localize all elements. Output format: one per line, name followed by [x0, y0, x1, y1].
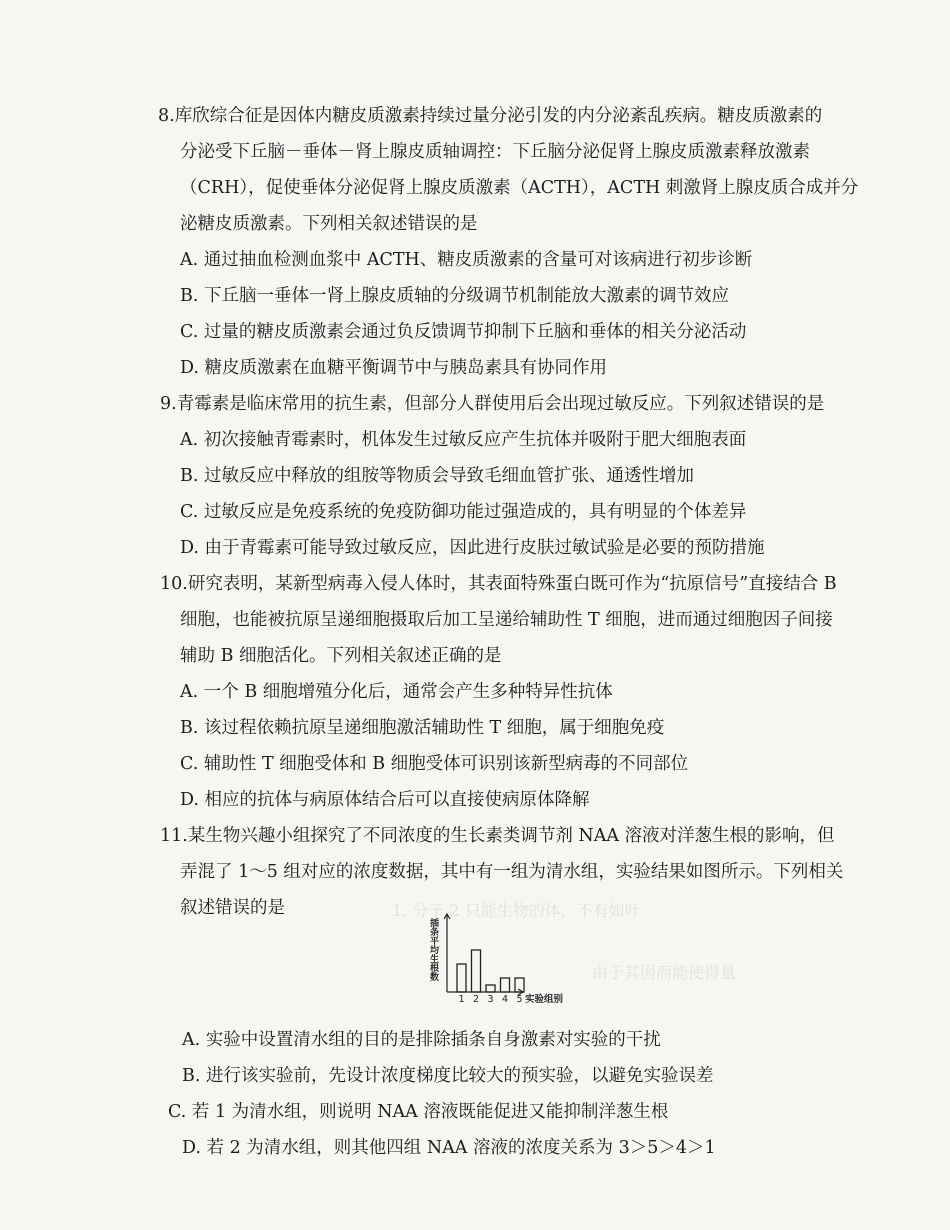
tick-label-3: 3	[487, 994, 494, 1005]
tick-label-2: 2	[472, 994, 480, 1005]
q8-option-d: D. 糖皮质激素在血糖平衡调节中与胰岛素具有协同作用	[180, 358, 608, 378]
q8-stem-line-4: 泌糖皮质激素。下列相关叙述错误的是	[180, 214, 478, 234]
bar-2	[472, 950, 481, 992]
rooting-bar-chart	[425, 908, 585, 1008]
q10-option-b: B. 该过程依赖抗原呈递细胞激活辅助性 T 细胞，属于细胞免疫	[180, 718, 665, 738]
q11-option-c: C. 若 1 为清水组，则说明 NAA 溶液既能促进又能抑制洋葱生根	[168, 1102, 669, 1122]
q8-stem-line-1: 8.库欣综合征是因体内糖皮质激素持续过量分泌引发的内分泌紊乱疾病。糖皮质激素的	[158, 106, 823, 126]
q10-stem-line-3: 辅助 B 细胞活化。下列相关叙述正确的是	[180, 646, 502, 666]
x-axis-label: 实验组别	[525, 994, 564, 1005]
q11-stem-line-3: 叙述错误的是	[180, 898, 285, 918]
tick-label-1: 1	[458, 994, 465, 1005]
q8-stem-line-2: 分泌受下丘脑－垂体－肾上腺皮质轴调控：下丘脑分泌促肾上腺皮质激素释放激素	[180, 142, 810, 162]
q8-option-b: B. 下丘脑一垂体一肾上腺皮质轴的分级调节机制能放大激素的调节效应	[180, 286, 729, 306]
q8-stem-line-3: （CRH），促使垂体分泌促肾上腺皮质激素（ACTH），ACTH 刺激肾上腺皮质合成并分	[180, 178, 859, 198]
bar-1	[457, 964, 466, 992]
q11-stem-line-2: 弄混了 1～5 组对应的浓度数据，其中有一组为清水组，实验结果如图所示。下列相关	[180, 862, 844, 882]
bar-4	[501, 978, 510, 992]
q8-option-a: A. 通过抽血检测血浆中 ACTH、糖皮质激素的含量可对该病进行初步诊断	[180, 250, 753, 270]
y-axis-label: 插条平均生根数	[428, 918, 438, 981]
bar-3	[486, 985, 495, 992]
q10-option-d: D. 相应的抗体与病原体结合后可以直接使病原体降解	[180, 790, 590, 810]
q9-option-d: D. 由于青霉素可能导致过敏反应，因此进行皮肤过敏试验是必要的预防措施	[180, 538, 765, 558]
q10-stem-line-2: 细胞，也能被抗原呈递细胞摄取后加工呈递给辅助性 T 细胞，进而通过细胞因子间接	[180, 610, 833, 630]
tick-label-4: 4	[501, 994, 509, 1005]
bleed-through-text: 由于其因而能使得量	[592, 963, 737, 982]
chart-svg	[425, 908, 585, 1008]
q9-option-a: A. 初次接触青霉素时，机体发生过敏反应产生抗体并吸附于肥大细胞表面	[180, 430, 747, 450]
q11-stem-line-1: 11.某生物兴趣小组探究了不同浓度的生长素类调节剂 NAA 溶液对洋葱生根的影响，但	[160, 826, 835, 846]
q8-option-c: C. 过量的糖皮质激素会通过负反馈调节抑制下丘脑和垂体的相关分泌活动	[180, 322, 747, 342]
q10-option-c: C. 辅助性 T 细胞受体和 B 细胞受体可识别该新型病毒的不同部位	[180, 754, 689, 774]
q9-option-c: C. 过敏反应是免疫系统的免疫防御功能过强造成的，具有明显的个体差异	[180, 502, 747, 522]
q11-option-b: B. 进行该实验前，先设计浓度梯度比较大的预实验，以避免实验误差	[182, 1066, 714, 1086]
q9-stem: 9.青霉素是临床常用的抗生素，但部分人群使用后会出现过敏反应。下列叙述错误的是	[160, 394, 825, 414]
q11-option-a: A. 实验中设置清水组的目的是排除插条自身激素对实验的干扰	[182, 1030, 661, 1050]
tick-label-5: 5	[516, 994, 523, 1005]
bleed-through-text: 1. 分子 2 只能生物的体，不有如叶	[392, 901, 641, 920]
q9-option-b: B. 过敏反应中释放的组胺等物质会导致毛细血管扩张、通透性增加	[180, 466, 694, 486]
q10-stem-line-1: 10.研究表明，某新型病毒入侵人体时，其表面特殊蛋白既可作为“抗原信号”直接结合 B	[160, 574, 837, 594]
q11-option-d: D. 若 2 为清水组，则其他四组 NAA 溶液的浓度关系为 3＞5＞4＞1	[182, 1138, 716, 1158]
q10-option-a: A. 一个 B 细胞增殖分化后，通常会产生多种特异性抗体	[180, 682, 613, 702]
